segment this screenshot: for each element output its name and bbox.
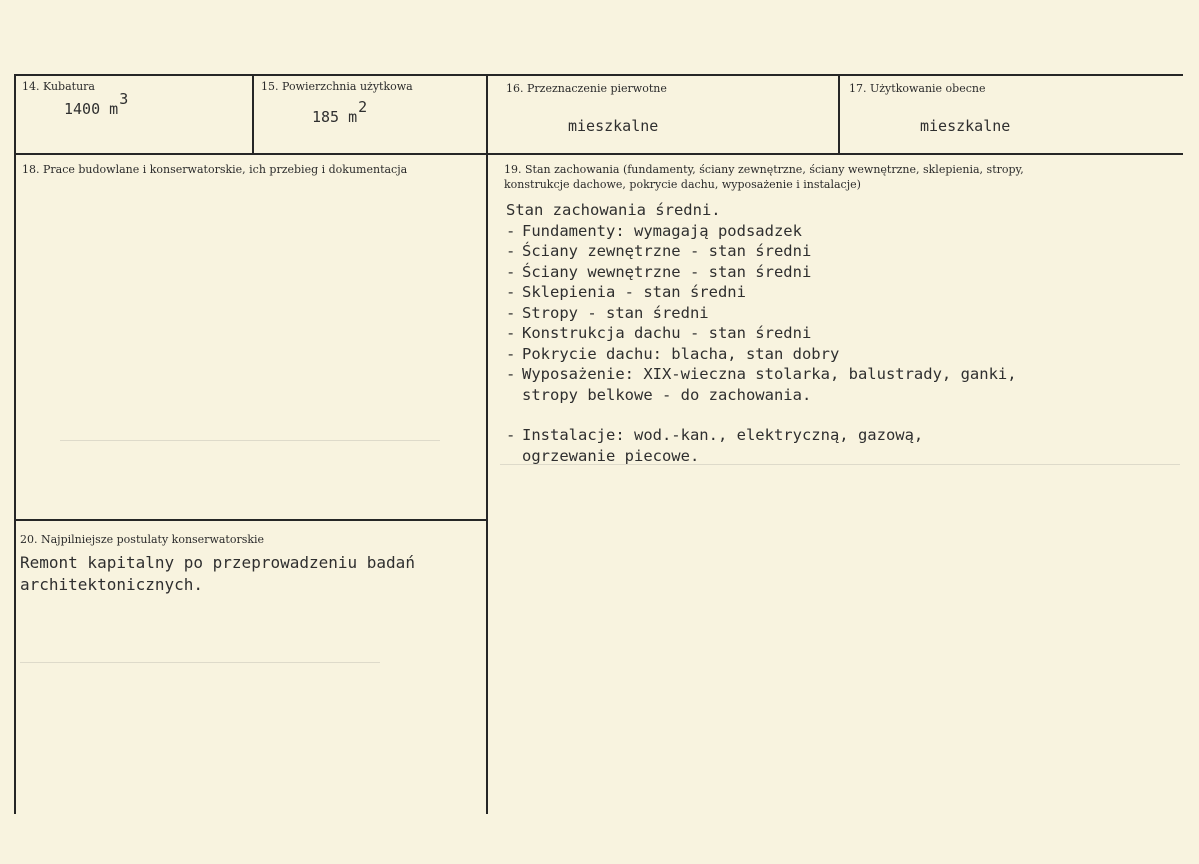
powierzchnia-exponent: 2 — [358, 98, 368, 116]
prace-label: 18. Prace budowlane i konserwatorskie, ich przebieg i dokumentacja — [22, 163, 408, 176]
row-divider-1 — [14, 153, 1183, 155]
stan-line: - Sklepienia - stan średni — [506, 283, 746, 301]
col-divider-2 — [486, 74, 488, 814]
stan-label-line1: 19. Stan zachowania (fundamenty, ściany zewnętrzne, ściany wewnętrzne, sklepienia, stropy, — [504, 163, 1024, 176]
faint-rule — [20, 662, 380, 663]
powierzchnia-label: 15. Powierzchnia użytkowa — [261, 80, 413, 93]
left-border — [14, 74, 16, 814]
faint-rule — [60, 440, 440, 441]
postulaty-line2: architektonicznych. — [20, 575, 204, 594]
stan-line: stropy belkowe - do zachowania. — [522, 385, 812, 404]
stan-line: - Konstrukcja dachu - stan średni — [506, 324, 812, 342]
stan-line: - Instalacje: wod.-kan., elektryczną, gazową, — [506, 426, 924, 444]
stan-line: - Ściany wewnętrzne - stan średni — [506, 262, 812, 281]
przeznaczenie-label: 16. Przeznaczenie pierwotne — [506, 82, 667, 95]
uzytkowanie-label: 17. Użytkowanie obecne — [849, 82, 986, 95]
col-divider-1 — [252, 74, 254, 154]
powierzchnia-number: 185 m — [312, 108, 358, 126]
col-divider-3 — [838, 74, 840, 154]
stan-line: - Stropy - stan średni — [506, 303, 709, 322]
stan-label-line2: konstrukcje dachowe, pokrycie dachu, wyposażenie i instalacje) — [504, 178, 861, 191]
stan-line: - Wyposażenie: XIX-wieczna stolarka, balustrady, ganki, — [506, 365, 1017, 383]
stan-line: - Pokrycie dachu: blacha, stan dobry — [506, 344, 840, 363]
kubatura-number: 1400 m — [64, 100, 119, 118]
stan-line: - Ściany zewnętrzne - stan średni — [506, 242, 812, 260]
kubatura-exponent: 3 — [119, 90, 129, 108]
stan-line: - Fundamenty: wymagają podsadzek — [506, 221, 802, 240]
row-divider-2 — [14, 519, 486, 521]
postulaty-line1: Remont kapitalny po przeprowadzeniu badań — [20, 553, 415, 572]
uzytkowanie-value: mieszkalne — [920, 117, 1011, 135]
postulaty-label: 20. Najpilniejsze postulaty konserwatorskie — [20, 533, 265, 546]
top-border — [14, 74, 1183, 76]
powierzchnia-value — [312, 98, 368, 126]
stan-line: ogrzewanie piecowe. — [522, 446, 700, 465]
kubatura-label: 14. Kubatura — [22, 80, 95, 93]
kubatura-value — [64, 90, 129, 118]
stan-description — [506, 200, 1017, 466]
stan-line: Stan zachowania średni. — [506, 201, 721, 219]
przeznaczenie-value: mieszkalne — [568, 117, 659, 135]
